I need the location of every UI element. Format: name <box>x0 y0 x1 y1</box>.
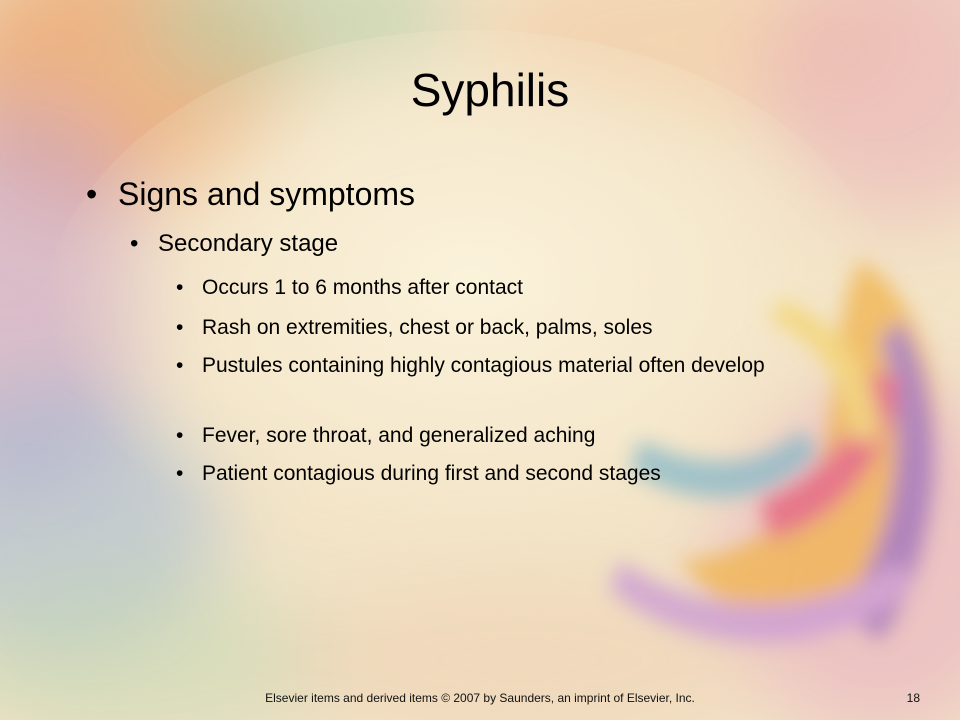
bullet-text: Rash on extremities, chest or back, palms, soles <box>202 316 653 339</box>
bullet-level3 <box>176 352 816 380</box>
bullet-dot: • <box>176 424 184 447</box>
bullet-dot: • <box>130 230 139 257</box>
bullet-dot: • <box>176 316 184 339</box>
page-number: 18 <box>906 691 920 705</box>
bullet-level3 <box>176 422 816 450</box>
bullet-level2 <box>130 226 338 262</box>
bullet-text: Signs and symptoms <box>118 176 416 212</box>
bullet-dot: • <box>176 462 184 485</box>
slide-title: Syphilis <box>410 64 570 116</box>
bullet-level3 <box>176 460 816 488</box>
bullet-level3 <box>176 274 816 302</box>
bullet-dot: • <box>176 276 184 299</box>
copyright-notice: Elsevier items and derived items © 2007 by Saunders, an imprint of Elsevier, Inc. <box>265 691 695 705</box>
bullet-level3 <box>176 314 816 342</box>
bullet-text: Pustules containing highly contagious material often develop <box>202 354 765 377</box>
bullet-level1 <box>86 172 415 216</box>
bullet-text: Fever, sore throat, and generalized aching <box>202 424 596 447</box>
bullet-dot: • <box>86 176 98 212</box>
bullet-text: Secondary stage <box>158 230 339 257</box>
bullet-text: Patient contagious during first and second stages <box>202 462 661 485</box>
bullet-text: Occurs 1 to 6 months after contact <box>202 276 523 299</box>
bullet-dot: • <box>176 354 184 377</box>
